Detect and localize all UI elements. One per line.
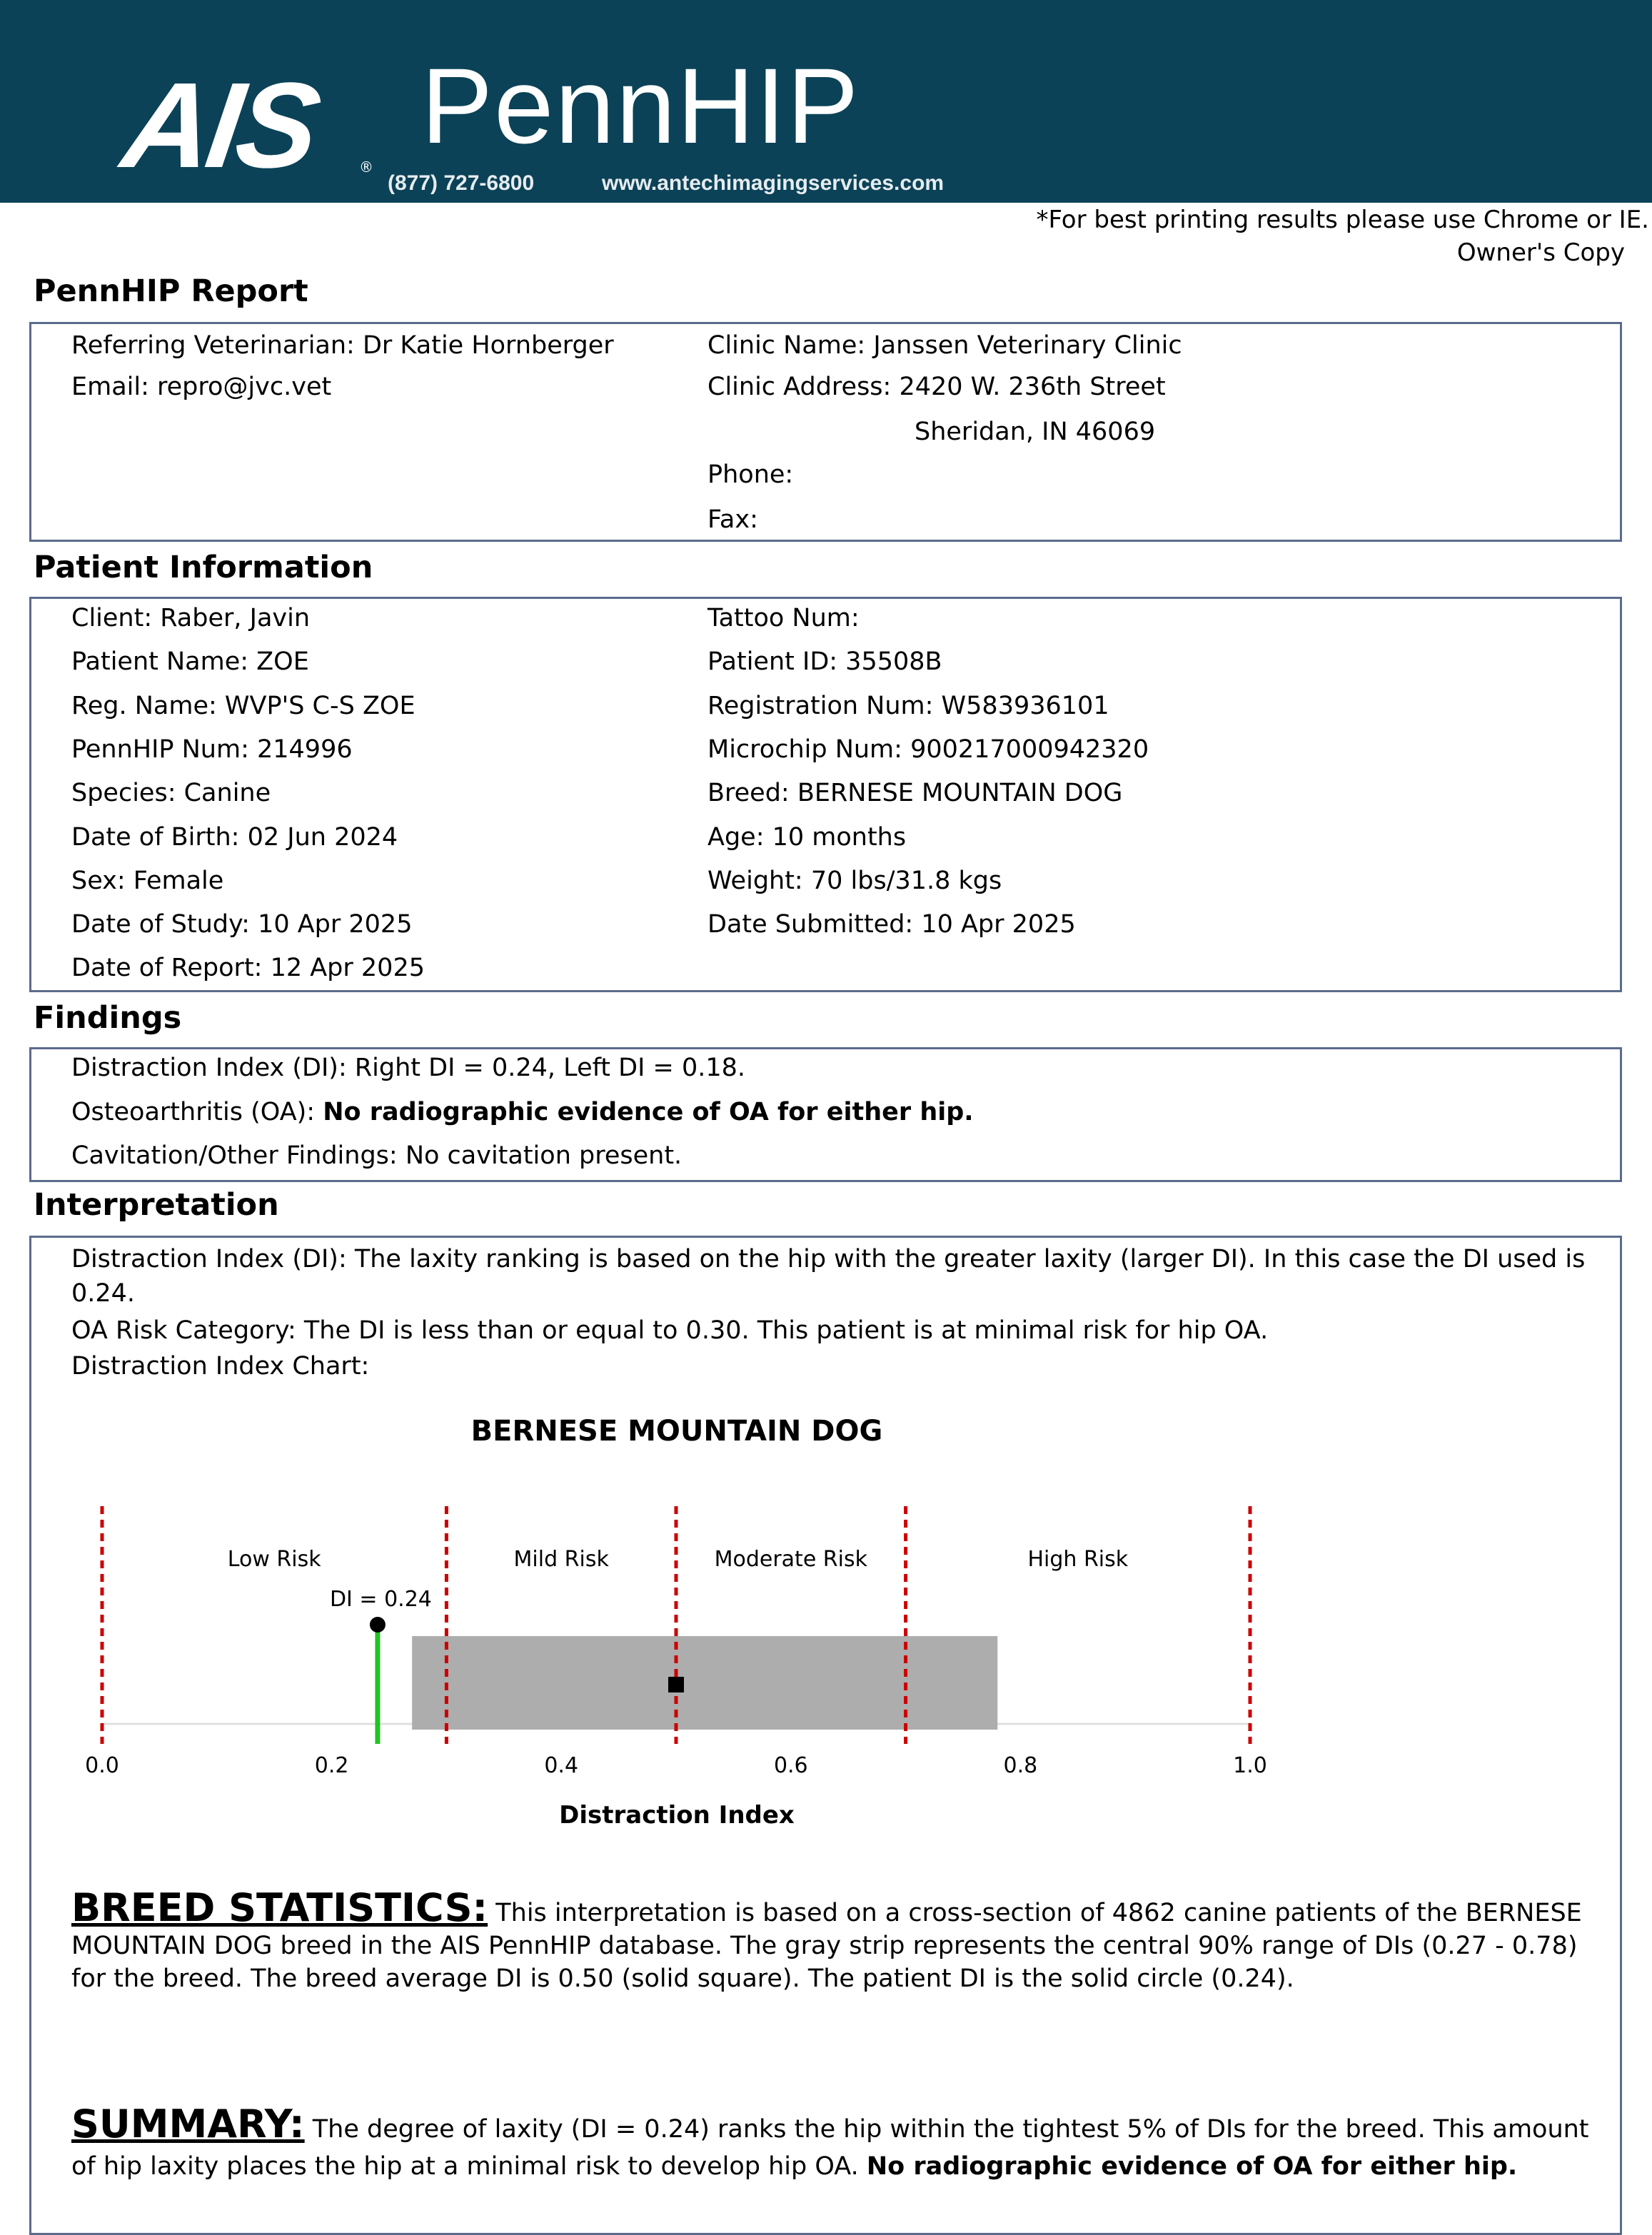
interp-oa-risk: OA Risk Category: The DI is less than or equal to 0.30. This patient is at minimal risk for hip OA. bbox=[71, 1316, 1269, 1345]
chart-title: BERNESE MOUNTAIN DOG bbox=[470, 1415, 883, 1448]
interp-di-text: Distraction Index (DI): The laxity ranking is based on the hip with the greater laxity (larger DI). In this case the DI used is 0.24. bbox=[71, 1245, 1586, 1308]
interp-chart-label: Distraction Index Chart: bbox=[71, 1352, 370, 1381]
patient-left-field: Patient Name: ZOE bbox=[71, 647, 309, 677]
patient-right-field: Weight: 70 lbs/31.8 kgs bbox=[707, 866, 1002, 895]
breed-statistics-heading: BREED STATISTICS: bbox=[71, 1885, 488, 1930]
patient-di-circle bbox=[370, 1617, 386, 1633]
header-phone: (877) 727-6800 bbox=[388, 171, 535, 195]
findings-oa bbox=[71, 1098, 974, 1126]
report-heading: PennHIP Report bbox=[34, 273, 308, 309]
findings-cavitation: Cavitation/Other Findings: No cavitation present. bbox=[71, 1141, 683, 1170]
interpretation-heading: Interpretation bbox=[34, 1187, 279, 1223]
x-tick-label: 0.0 bbox=[85, 1753, 119, 1778]
findings-di: Distraction Index (DI): Right DI = 0.24, Left DI = 0.18. bbox=[71, 1054, 746, 1082]
patient-right-field: Tattoo Num: bbox=[707, 604, 860, 632]
x-axis-title: Distraction Index bbox=[559, 1801, 795, 1830]
header-banner bbox=[0, 0, 1652, 203]
clinic-phone: Phone: bbox=[707, 460, 794, 489]
patient-right-field: Age: 10 months bbox=[707, 822, 907, 852]
patient-right-field: Date Submitted: 10 Apr 2025 bbox=[707, 910, 1076, 939]
ais-logo: AIS bbox=[115, 58, 324, 193]
x-tick-label: 0.4 bbox=[544, 1753, 579, 1778]
clinic-address-line2: Sheridan, IN 46069 bbox=[915, 418, 1156, 446]
patient-heading: Patient Information bbox=[34, 550, 373, 585]
distraction-index-chart bbox=[0, 1399, 1652, 1842]
patient-right-field: Patient ID: 35508B bbox=[707, 647, 942, 677]
risk-label: High Risk bbox=[1027, 1547, 1129, 1572]
patient-left-field: Reg. Name: WVP'S C-S ZOE bbox=[71, 691, 415, 720]
risk-label: Moderate Risk bbox=[714, 1547, 868, 1572]
clinic-fax: Fax: bbox=[707, 505, 758, 534]
patient-left-field: Client: Raber, Javin bbox=[71, 604, 311, 632]
patient-left-field: Sex: Female bbox=[71, 866, 224, 895]
header-website[interactable]: www.antechimagingservices.com bbox=[602, 171, 945, 195]
findings-heading: Findings bbox=[34, 1000, 182, 1036]
risk-label: Low Risk bbox=[227, 1547, 321, 1572]
x-tick-label: 0.2 bbox=[314, 1753, 349, 1778]
breed-statistics bbox=[71, 1885, 1599, 1995]
registered-mark: ® bbox=[359, 158, 373, 176]
referring-vet: Referring Veterinarian: Dr Katie Hornberger bbox=[71, 331, 614, 360]
oa-value: No radiographic evidence of OA for either hip. bbox=[323, 1098, 974, 1126]
x-tick-label: 0.8 bbox=[1003, 1753, 1038, 1778]
patient-right-field: Microchip Num: 900217000942320 bbox=[707, 735, 1149, 764]
clinic-name: Clinic Name: Janssen Veterinary Clinic bbox=[707, 331, 1182, 360]
patient-left-field: Date of Study: 10 Apr 2025 bbox=[71, 910, 413, 939]
print-note: *For best printing results please use Chrome or IE. bbox=[1036, 206, 1649, 234]
breed-range-strip bbox=[412, 1636, 997, 1730]
patient-left-field: Date of Birth: 02 Jun 2024 bbox=[71, 822, 398, 852]
clinic-address: Clinic Address: 2420 W. 236th Street bbox=[707, 373, 1166, 401]
x-tick-label: 1.0 bbox=[1233, 1753, 1267, 1778]
summary-text: The degree of laxity (DI = 0.24) ranks the hip within the tightest 5% of DIs for the breed. This amount of hip laxity places the hip at a minimal risk to develop hip OA. bbox=[71, 2115, 1589, 2181]
breed-mean-square bbox=[668, 1677, 684, 1692]
patient-left-field: Date of Report: 12 Apr 2025 bbox=[71, 954, 425, 983]
summary-bold: No radiographic evidence of OA for either hip. bbox=[866, 2152, 1518, 2181]
copy-label: Owner's Copy bbox=[1456, 238, 1625, 267]
patient-right-field: Breed: BERNESE MOUNTAIN DOG bbox=[707, 779, 1123, 808]
patient-left-field: PennHIP Num: 214996 bbox=[71, 735, 353, 764]
email: Email: repro@jvc.vet bbox=[71, 373, 332, 401]
breed-statistics-text: This interpretation is based on a cross-section of 4862 canine patients of the BERNESE MOUNTAIN DOG breed in the AIS PennHIP database. The gray strip represents the central 90% range of DIs (0.27 - 0.78) for the breed. The breed average DI is 0.50 (solid square). The patient DI is the solid circle (0.24). bbox=[71, 1899, 1582, 1993]
summary-heading: SUMMARY: bbox=[71, 2102, 305, 2146]
patient-right-field: Registration Num: W583936101 bbox=[707, 691, 1109, 720]
x-tick-label: 0.6 bbox=[773, 1753, 808, 1778]
pennhip-logo: PennHIP bbox=[421, 46, 860, 166]
summary bbox=[71, 2102, 1599, 2185]
risk-label: Mild Risk bbox=[513, 1547, 609, 1572]
patient-left-field: Species: Canine bbox=[71, 779, 271, 808]
patient-di-label: DI = 0.24 bbox=[329, 1587, 432, 1612]
oa-label: Osteoarthritis (OA): bbox=[71, 1098, 323, 1126]
